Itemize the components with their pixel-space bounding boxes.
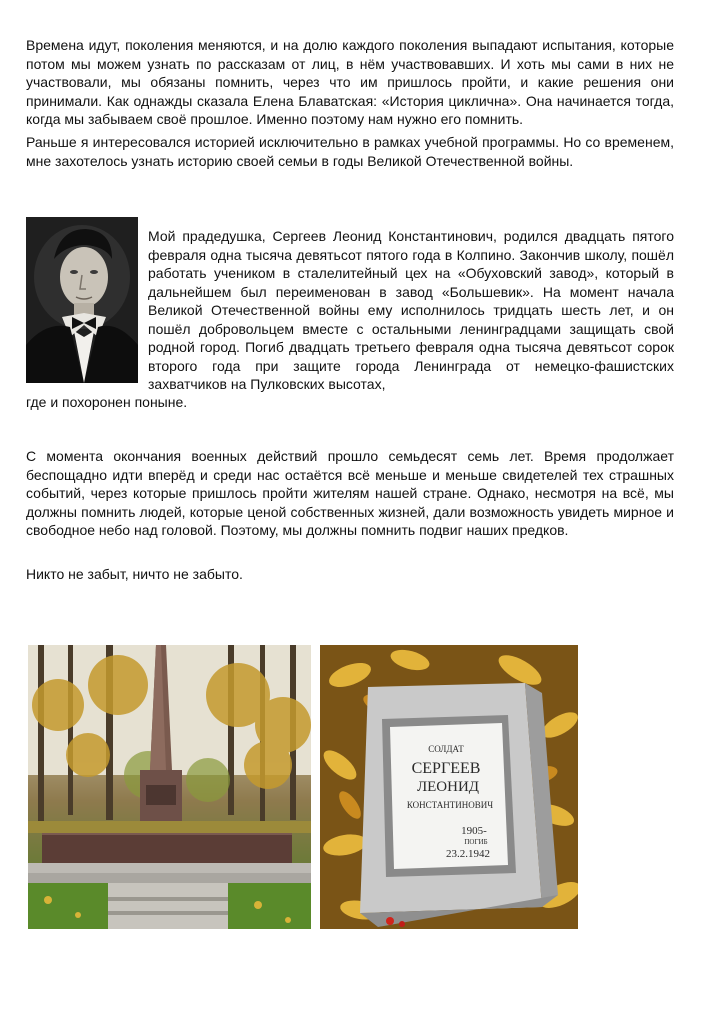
grave-plaque-photo bbox=[320, 645, 578, 929]
portrait-photo bbox=[26, 217, 138, 383]
great-grandfather-paragraph-tail: где и похоронен поныне. bbox=[26, 394, 188, 410]
plaque-birth-year: 1905- bbox=[461, 825, 487, 837]
plaque-patronymic: КОНСТАНТИНОВИЧ bbox=[406, 800, 494, 810]
intro-paragraph: Времена идут, поколения меняются, и на долю каждого поколения выпадают испытания, которые потом мы можем узнать по рассказам от лиц, в нём участвовавших. И хоть мы сами в них не участвовали, мы обязаны помнить, через что им пришлось пройти, и какие решения они принимали. Как однажды сказала Елена Блаватская: «История циклична». Она начинается тогда, когда мы забываем своё прошлое. Именно поэтому нам нужно его помнить. bbox=[26, 37, 674, 127]
plaque-surname: СЕРГЕЕВ bbox=[411, 760, 481, 777]
memorial-photo bbox=[28, 645, 311, 929]
closing-line: Никто не забыт, ничто не забыто. bbox=[26, 566, 243, 582]
interest-paragraph: Раньше я интересовался историей исключительно в рамках учебной программы. Но со временем, мне захотелось узнать историю своей семьи в годы Великой Отечественной войны. bbox=[26, 134, 674, 169]
plaque-death-date: 23.2.1942 bbox=[446, 848, 490, 860]
plaque-rank: СОЛДАТ bbox=[428, 744, 464, 754]
great-grandfather-paragraph: Мой прадедушка, Сергеев Леонид Константинович, родился двадцать пятого февраля одна тысяча девятьсот пятого года в Колпино. Закончив школу, пошёл работать учеником в сталелитейный цех на «Обуховский завод», который в дальнейшем был переименован в завод «Большевик». На момент начала Великой Отечественной войны ему исполнилось тридцать шесть лет, и он пошёл добровольцем вместе с остальными ленинградцами защищать свой родной город. Погиб двадцать третьего февраля одна тысяча девятьсот сорок второго года при защите города Ленинграда от немецко-фашистских захватчиков на Пулковских высотах, bbox=[148, 228, 674, 392]
plaque-name: ЛЕОНИД bbox=[416, 779, 480, 795]
memory-paragraph: С момента окончания военных действий прошло семьдесят семь лет. Время продолжает беспощадно идти вперёд и среди нас остаётся всё меньше и меньше свидетелей тех страшных событий, через которые пришлось пройти жителям нашей стране. Однако, несмотря на всё, мы должны помнить людей, которые ценой собственных жизней, дали возможность увидеть мирное и свободное небо над головой. Поэтому, мы должны помнить подвиг наших предков. bbox=[26, 448, 674, 538]
plaque-died-label: ПОГИБ bbox=[464, 838, 488, 846]
